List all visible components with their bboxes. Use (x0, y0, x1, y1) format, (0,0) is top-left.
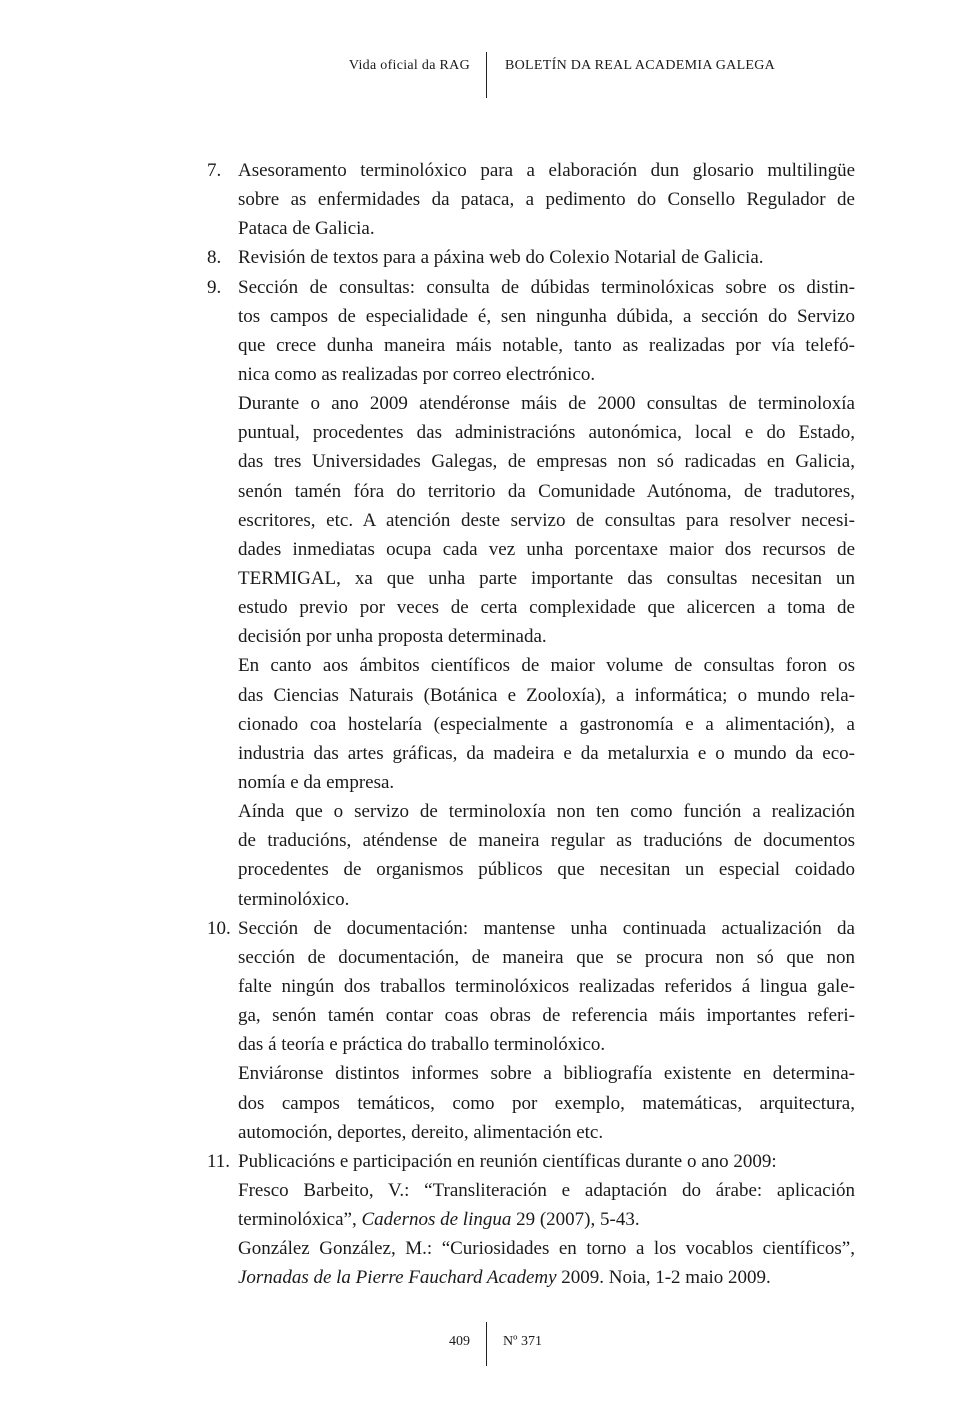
line-text: terminolóxico. (238, 888, 350, 910)
text-line (207, 1147, 855, 1176)
text-line (238, 1263, 855, 1292)
footer-divider (486, 1322, 487, 1366)
text-line (238, 855, 855, 884)
text-line (238, 739, 855, 768)
list-number: 7. (207, 160, 222, 181)
list-item (207, 1147, 855, 1293)
line-text: Enviáronse distintos informes sobre a bibliografía existente en determina- (238, 1063, 855, 1085)
line-text: das á teoría e práctica do traballo terminolóxico. (238, 1034, 606, 1056)
text-line (238, 506, 855, 535)
text-line (238, 447, 855, 476)
line-text: Publicacións e participación en reunión científicas durante o ano 2009: (238, 1150, 777, 1172)
text-line (238, 1030, 855, 1059)
line-text: ga, senón tamén contar coas obras de referencia máis importantes referi- (238, 1005, 855, 1027)
line-text: cionado coa hostelaría (especialmente a gastronomía e a alimentación), a (238, 713, 855, 735)
list-number: 11. (207, 1150, 231, 1172)
text-line (238, 418, 855, 447)
line-text: sobre as enfermidades da pataca, a pedimento do Consello Regulador de (238, 189, 855, 211)
line-text: Pataca de Galicia. (238, 218, 375, 240)
text-line (238, 564, 855, 593)
line-text: nica como as realizadas por correo electrónico. (238, 363, 596, 385)
italic-title: Cadernos de lingua (361, 1209, 512, 1231)
text-line (238, 1089, 855, 1118)
line-text: estudo previo por veces de certa complexidade que alicercen a toma de (238, 597, 855, 619)
line-text: das tres Universidades Galegas, de empresas non só radicadas en Galicia, (238, 451, 855, 473)
line-text: Asesoramento terminolóxico para a elaboración dun glosario multilingüe (238, 160, 855, 181)
running-header-journal: BOLETÍN DA REAL ACADEMIA GALEGA (505, 58, 776, 73)
line-text: Revisión de textos para a páxina web do Colexio Notarial de Galicia. (238, 247, 764, 269)
line-text: que crece dunha maneira máis notable, tanto as realizadas por vía telefó- (238, 334, 855, 356)
line-text: dos campos temáticos, como por exemplo, matemáticas, arquitectura, (238, 1092, 855, 1114)
line-text: Durante o ano 2009 atendéronse máis de 2000 consultas de terminoloxía (238, 393, 855, 415)
list-item (207, 273, 855, 914)
line-text: Aínda que o servizo de terminoloxía non ten como función a realización (238, 801, 855, 823)
text-line (238, 1001, 855, 1030)
text-line (238, 331, 855, 360)
text-line (238, 885, 855, 914)
line-text: nomía e da empresa. (238, 771, 395, 793)
line-text: Sección de documentación: mantense unha continuada actualización da (238, 917, 855, 939)
line-text: TERMIGAL, xa que unha parte importante das consultas necesitan un (238, 567, 855, 589)
text-line (238, 593, 855, 622)
text-line (238, 972, 855, 1001)
text-line (238, 651, 855, 680)
running-header-section: Vida oficial da RAG (348, 58, 470, 73)
line-text: dades inmediatas ocupa cada vez unha porcentaxe maior dos recursos de (238, 538, 855, 560)
list-number: 8. (207, 247, 222, 269)
text-line (207, 273, 855, 302)
list-number: 9. (207, 276, 222, 298)
text-line (238, 535, 855, 564)
line-text: industria das artes gráficas, da madeira e da metalurxia e o mundo da eco- (238, 742, 855, 764)
text-line (238, 302, 855, 331)
italic-title: Jornadas de la Pierre Fauchard Academy (238, 1267, 557, 1289)
line-text: González González, M.: “Curiosidades en torno a los vocablos científicos”, (238, 1238, 855, 1260)
text-line (238, 710, 855, 739)
line-text: Sección de consultas: consulta de dúbidas terminolóxicas sobre os distin- (238, 276, 855, 298)
text-line (238, 1059, 855, 1088)
line-text: senón tamén fóra do territorio da Comunidade Autónoma, de tradutores, (238, 480, 855, 502)
text-line (238, 360, 855, 389)
text-line (238, 681, 855, 710)
text-line (238, 214, 855, 243)
line-text: escritores, etc. A atención deste servizo de consultas para resolver necesi- (238, 509, 855, 531)
list-item (207, 914, 855, 1147)
text-line (238, 826, 855, 855)
line-text: Fresco Barbeito, V.: “Transliteración e adaptación do árabe: aplicación (238, 1179, 855, 1201)
line-text: das Ciencias Naturais (Botánica e Zooloxía), a informática; o mundo rela- (238, 684, 855, 706)
line-text: En canto aos ámbitos científicos de maior volume de consultas foron os (238, 655, 855, 677)
list-item (207, 243, 855, 272)
line-text: procedentes de organismos públicos que necesitan un especial coidado (238, 859, 855, 881)
line-text: decisión por unha proposta determinada. (238, 626, 547, 648)
text-line (238, 1205, 855, 1234)
line-text: terminolóxica”, (238, 1209, 362, 1231)
text-line (207, 156, 855, 185)
line-text: 29 (2007), 5-43. (511, 1209, 640, 1231)
text-line (238, 389, 855, 418)
text-line (238, 768, 855, 797)
text-line (238, 943, 855, 972)
text-line (238, 797, 855, 826)
text-line (238, 477, 855, 506)
page-body (207, 156, 855, 1292)
header-divider (486, 52, 487, 98)
text-line (238, 1234, 855, 1263)
line-text: puntual, procedentes das administracións autonómica, local e do Estado, (238, 422, 855, 444)
text-line (238, 1176, 855, 1205)
text-line (207, 243, 855, 272)
text-line (207, 914, 855, 943)
list-item (207, 156, 855, 243)
list-number: 10. (207, 917, 231, 939)
text-line (238, 185, 855, 214)
page-number: 409 (449, 1334, 470, 1349)
line-text: automoción, deportes, dereito, alimentación etc. (238, 1121, 604, 1143)
text-line (238, 1118, 855, 1147)
line-text: sección de documentación, de maneira que se procura non só que non (238, 946, 855, 968)
issue-number: Nº 371 (503, 1334, 542, 1349)
line-text: 2009. Noia, 1-2 maio 2009. (556, 1267, 771, 1289)
line-text: falte ningún dos traballos terminolóxicos realizadas referidos á lingua gale- (238, 975, 855, 997)
line-text: de traducións, aténdense de maneira regular as traducións de documentos (238, 830, 855, 852)
text-line (238, 622, 855, 651)
line-text: tos campos de especialidade é, sen ningunha dúbida, a sección do Servizo (238, 305, 855, 327)
